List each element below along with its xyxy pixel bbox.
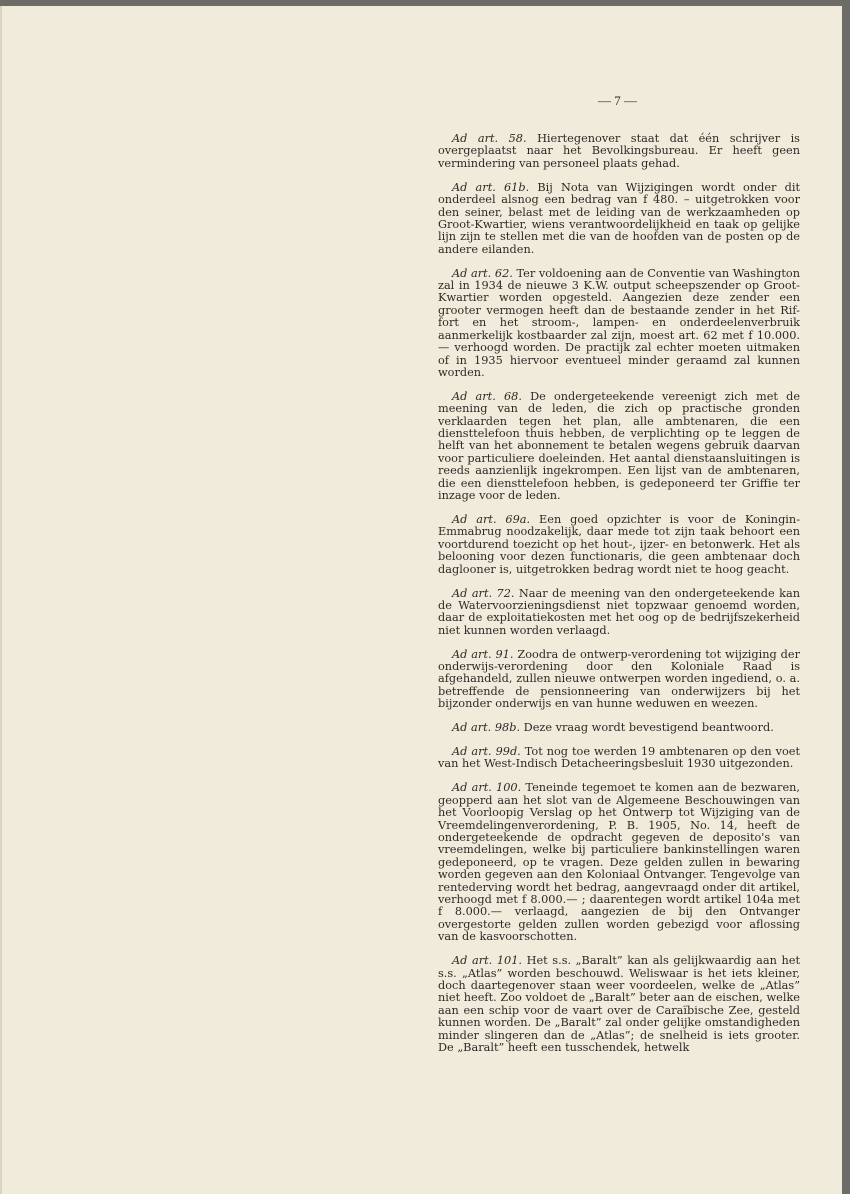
article-reference: Ad art. 99d. — [452, 745, 521, 759]
paragraph-text: Zoodra de ontwerp-verordening tot wijziging der onderwijs-verordening door den Koloniale Raad is afgehandeld, zullen nieuwe ontwerpen worden ingediend, o. a. betreffende de pensionneering van onderwijzers bij het bijzonder onderwijs en van hunne weduwen en weezen. — [438, 647, 800, 711]
paragraph-text: Deze vraag wordt bevestigend beantwoord. — [523, 721, 774, 735]
paragraph-art-68 — [438, 391, 800, 503]
paragraph-art-72 — [438, 588, 800, 638]
paragraph-text: De ondergeteekende vereenigt zich met de meening van de leden, die zich op practische gronden verklaarden tegen het plan, alle ambtenaren, die een diensttelefoon thuis hebben, de verplichting op te leggen de helft van het abonnement te betalen wegens gebruik daarvan voor particuliere doeleinden. Het aantal dienstaansluitingen is reeds aanzienlijk ingekrompen. Een lijst van de ambtenaren, die een diensttelefoon hebben, is gedeponeerd ter Griffie ter inzage voor de leden. — [438, 389, 801, 503]
paragraph-art-62 — [438, 268, 800, 380]
article-reference: Ad art. 98b. — [452, 721, 521, 735]
paragraph-text: Naar de meening van den ondergeteekende kan de Watervoorzieningsdienst niet topzwaar genoemd worden, daar de exploitatiekosten met het oog op de bedrijfszekerheid niet kunnen worden verlaagd. — [438, 586, 801, 637]
article-reference: Ad art. 91. — [452, 647, 514, 661]
paragraph-text: Hiertegenover staat dat één schrijver is overgeplaatst naar het Bevolkingsbureau. Er heeft geen vermindering van personeel plaats gehad. — [438, 132, 800, 170]
paragraph-art-99d — [438, 746, 800, 771]
paragraph-text: Tot nog toe werden 19 ambtenaren op den voet van het West-Indisch Detacheeringsbesluit 1930 uitgezonden. — [438, 745, 800, 771]
paragraph-text: Het s.s. „Baralt” kan als gelijkwaardig aan het s.s. „Atlas” worden beschouwd. Weliswaar is het iets kleiner, doch daartegenover staan weer voordeelen, welke de „Atlas” niet heeft. Zoo voldoet de „Baralt” beter aan de eischen, welke aan een schip voor de vaart over de Caraïbische Zee, gesteld kunnen worden. De „Baralt” zal onder gelijke omstandigheden minder slingeren dan de „Atlas”; de snelheid is iets grooter. De „Baralt” heeft een tusschendek, hetwelk — [438, 954, 800, 1054]
paragraph-art-100 — [438, 782, 800, 943]
paragraph-text: Een goed opzichter is voor de Koningin-Emmabrug noodzakelijk, daar mede tot zijn taak behoort een voortdurend toezicht op het hout-, ijzer- en betonwerk. Het als belooning voor dezen functionaris, die geen ambtenaar doch daglooner is, uitgetrokken bedrag wordt niet te hoog geacht. — [438, 512, 801, 576]
article-reference: Ad art. 69a. — [452, 512, 531, 526]
page-number: — 7 — — [598, 93, 637, 108]
article-reference: Ad art. 100. — [452, 781, 522, 795]
paragraph-art-101 — [438, 955, 800, 1054]
paragraph-art-98b — [438, 722, 800, 734]
body-text — [438, 133, 800, 1066]
article-reference: Ad art. 58. — [452, 132, 527, 145]
document-page — [0, 6, 842, 1194]
paragraph-art-58 — [438, 133, 800, 170]
paragraph-text: Ter voldoening aan de Conventie van Washington zal in 1934 de nieuwe 3 K.W. output scheepszender op Groot-Kwartier worden opgesteld. Aangezien deze zender een grooter vermogen heeft dan de bestaande zender in het Rif-fort en het stroom-, lampen- en onderdeelenverbruik aanmerkelijk kostbaarder zal zijn, moest art. 62 met f 10.000.— verhoogd worden. De practijk zal echter moeten uitmaken of in 1935 hiervoor eventueel minder geraamd zal kunnen worden. — [438, 266, 800, 379]
article-reference: Ad art. 61b. — [452, 180, 530, 194]
article-reference: Ad art. 68. — [452, 389, 522, 403]
article-reference: Ad art. 72. — [452, 586, 515, 600]
article-reference: Ad art. 101. — [452, 954, 523, 968]
paragraph-art-91 — [438, 649, 800, 711]
article-reference: Ad art. 62. — [452, 266, 513, 280]
paragraph-text: Teneinde tegemoet te komen aan de bezwaren, geopperd aan het slot van de Algemeene Beschouwingen van het Voorloopig Verslag op het Ontwerp tot Wijziging van de Vreemdelingenverordening, P. B. 1905, No. 14, heeft de ondergeteekende de opdracht gegeven de deposito's van vreemdelingen, welke bij particuliere bankinstellingen waren gedeponeerd, op te vragen. Deze gelden zullen in bewaring worden gegeven aan den Koloniaal Ontvanger. Tengevolge van rentederving wordt het bedrag, aangevraagd onder dit artikel, verhoogd met f 8.000.— ; daarentegen wordt artikel 104a met f 8.000.— verlaagd, aangezien de bij den Ontvanger overgestorte gelden zullen worden gebezigd voor aflossing van de kasvoorschotten. — [438, 781, 800, 944]
paragraph-art-69a — [438, 514, 800, 576]
paragraph-text: Bij Nota van Wijzigingen wordt onder dit onderdeel alsnog een bedrag van f 480. – uitgetrokken voor den seiner, belast met de leiding van de werkzaamheden op Groot-Kwartier, wiens verantwoordelijkheid en taak op gelijke lijn zijn te stellen met die van de hoofden van de posten op de andere eilanden. — [438, 180, 800, 256]
paragraph-art-61b — [438, 182, 800, 256]
